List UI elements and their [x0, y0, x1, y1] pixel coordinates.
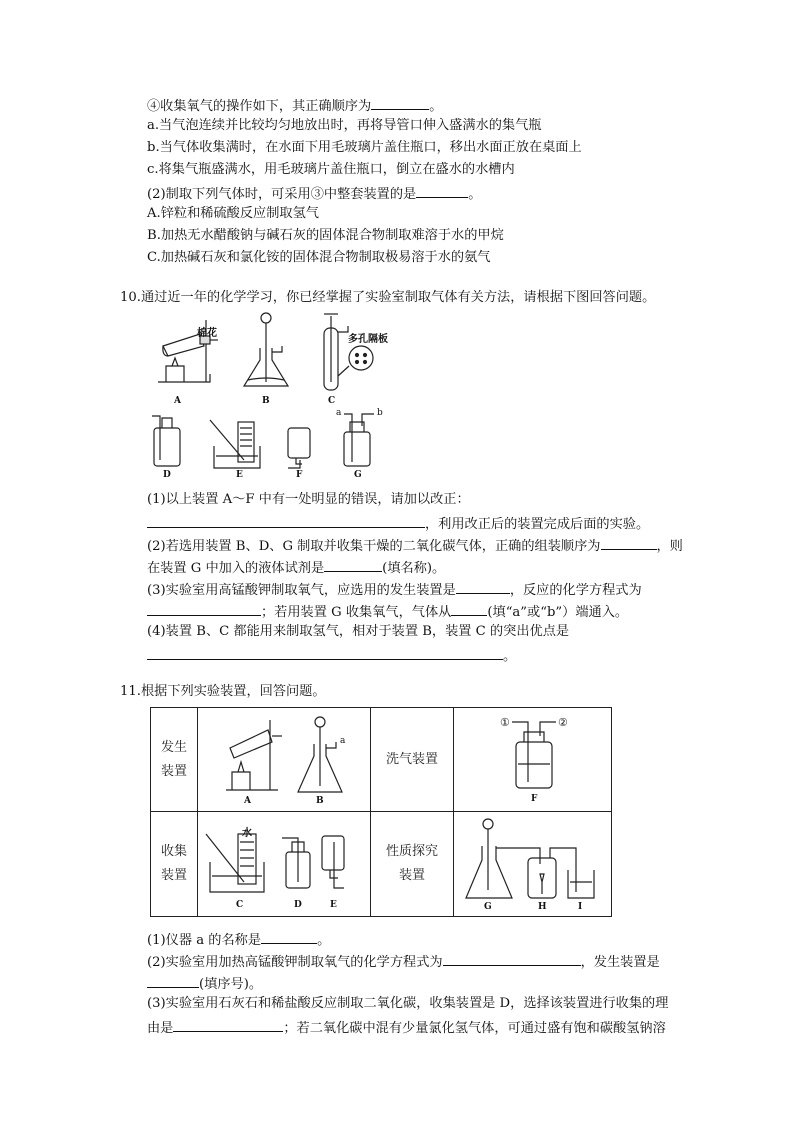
- answer-blank[interactable]: [147, 646, 503, 660]
- label-E: E: [236, 470, 243, 480]
- tube-E: [334, 842, 344, 888]
- candle-flame-H: [540, 874, 544, 882]
- port-a-label: a: [336, 408, 342, 418]
- answer-blank[interactable]: [147, 974, 199, 988]
- funnel-bulb-B: [315, 717, 325, 727]
- q9-option-B: B.加热无水醋酸钠与碱石灰的固体混合物制取难溶于水的甲烷: [147, 228, 504, 243]
- beaker-I: [568, 870, 594, 898]
- q10-p3-tail: ，反应的化学方程式为: [509, 583, 642, 598]
- cotton-label: 棉花: [197, 328, 217, 339]
- label-I: I: [578, 902, 583, 912]
- q10-p2: [147, 536, 683, 555]
- answer-blank[interactable]: [147, 602, 261, 616]
- q11-p2-text: (2)实验室用加热高锰酸钾制取氧气的化学方程式为: [147, 955, 443, 970]
- tube-F-1: [512, 722, 528, 782]
- q11-p3b-tail: ；若二氧化碳中混有少量氯化氢气体，可通过盛有饱和碳酸氢钠溶: [283, 1021, 666, 1036]
- tube-D: [282, 838, 298, 882]
- burner-A: [166, 366, 184, 382]
- label-C: C: [328, 396, 336, 406]
- q10-p4-end: 。: [503, 649, 517, 664]
- connector-H-I: [550, 848, 576, 892]
- gen-apparatus-svg: [198, 708, 368, 810]
- label-B: B: [316, 796, 324, 806]
- q11-p1-text: (1)仪器 a 的名称是: [147, 933, 262, 948]
- bottle-F: [288, 428, 310, 458]
- q11-p3b-text: 由是: [147, 1021, 174, 1036]
- instrument-a-label: a: [340, 736, 346, 746]
- explore-header-1: 性质探究: [385, 844, 438, 859]
- answer-blank[interactable]: [443, 952, 581, 966]
- wash-header-cell: [371, 708, 454, 812]
- bottle-E: [322, 836, 344, 870]
- wash-apparatus-cell: [454, 708, 612, 812]
- porous-plate-detail: [349, 346, 373, 370]
- q10-p4: (4)装置 B、C 都能用来制取氢气，相对于装置 B，装置 C 的突出优点是: [147, 624, 570, 639]
- connector-G-H: [496, 848, 540, 864]
- answer-blank[interactable]: [456, 580, 510, 594]
- q10-stem: 10.通过近一年的化学学习，你已经掌握了实验室制取气体有关方法，请根据下图回答问题。: [120, 290, 656, 305]
- burner-A: [232, 772, 250, 790]
- q11-p2b-tail: (填序号)。: [199, 977, 263, 992]
- water-label: 水: [242, 828, 252, 839]
- q11-p2b: [147, 974, 262, 993]
- q10-p3b-end: (填“a”或“b”）端通入。: [487, 605, 629, 620]
- q10-p2-tail: ，则: [656, 539, 683, 554]
- label-B: B: [262, 396, 270, 406]
- q10-p2b-tail: (填名称)。: [382, 561, 446, 576]
- q9-part2-line: [147, 184, 481, 203]
- port-2-label: ②: [558, 716, 568, 729]
- q9-option-a: a.当气泡连续并比较均匀地放出时，再将导管口伸入盛满水的集气瓶: [147, 118, 542, 133]
- port-b-label: b: [377, 408, 383, 418]
- funnel-bulb-G: [483, 819, 493, 829]
- answer-blank[interactable]: [173, 1018, 283, 1032]
- water-hatch-C: [240, 842, 254, 866]
- q11-p3b: [147, 1018, 666, 1037]
- q9-option-C: C.加热碱石灰和氯化铵的固体混合物制取极易溶于水的氨气: [147, 250, 491, 265]
- answer-blank[interactable]: [261, 930, 317, 944]
- outlet-C: [338, 326, 348, 332]
- q11-p3: (3)实验室用石灰石和稀盐酸反应制取二氧化碳，收集装置是 D，选择该装置进行收集的理: [147, 996, 669, 1011]
- porous-plate-label: 多孔隔板: [348, 334, 388, 345]
- q11-p1: [147, 930, 330, 949]
- q9-option-b: b.当气体收集满时，在水面下用毛玻璃片盖住瓶口，移出水面正放在桌面上: [147, 140, 582, 155]
- q10-p1-tail: ，利用改正后的装置完成后面的实验。: [425, 517, 650, 532]
- funnel-bulb-B: [261, 313, 271, 323]
- bottle-F-neck: [296, 458, 302, 464]
- label-D: D: [163, 470, 171, 480]
- bottle-F: [516, 742, 552, 788]
- q9-sub4-line: [147, 96, 442, 115]
- answer-blank[interactable]: [147, 514, 425, 528]
- answer-blank[interactable]: [371, 96, 429, 110]
- q10-p2b: [147, 558, 445, 577]
- label-A: A: [244, 796, 251, 806]
- collect-header-cell: [151, 812, 198, 917]
- q10-apparatus-figure: [148, 310, 408, 485]
- q10-p3-text: (3)实验室用高锰酸钾制取氧气，应选用的发生装置是: [147, 583, 456, 598]
- q9-sub4-text: ④收集氧气的操作如下，其正确顺序为: [147, 99, 372, 114]
- test-tube-A: [230, 730, 272, 758]
- tube-E: [210, 420, 244, 460]
- label-E: E: [330, 900, 337, 910]
- label-D: D: [294, 900, 302, 910]
- gen-apparatus-cell: [198, 708, 371, 812]
- q10-p2-text: (2)若选用装置 B、D、G 制取并收集干燥的二氧化碳气体，正确的组装顺序为: [147, 539, 601, 554]
- explore-header-cell: [371, 812, 454, 917]
- outlet-B: [326, 742, 336, 748]
- q11-p1-end: 。: [317, 933, 331, 948]
- q10-p1: (1)以上装置 A～F 中有一处明显的错误，请加以改正：: [147, 492, 470, 507]
- label-A: A: [174, 396, 181, 406]
- gen-header-cell: [151, 708, 198, 812]
- label-C: C: [236, 900, 244, 910]
- q10-p3b: [147, 602, 628, 621]
- gen-header-2: 装置: [160, 763, 187, 779]
- flame-A: [172, 358, 178, 366]
- label-H: H: [538, 902, 547, 912]
- bottle-G: [344, 432, 370, 466]
- answer-blank[interactable]: [601, 536, 657, 550]
- q10-p4-line2: [147, 646, 516, 665]
- q11-p2: [147, 952, 660, 971]
- q9-sub4-end: 。: [429, 99, 443, 114]
- q10-p3: [147, 580, 642, 599]
- flask-G: [466, 846, 512, 898]
- label-G: G: [354, 470, 362, 480]
- tube-D: [152, 416, 160, 460]
- porous-plate-pointer: [338, 366, 349, 376]
- collect-header-1: 收集: [160, 844, 187, 859]
- port-1-label: ①: [500, 716, 510, 729]
- explore-header-2: 装置: [398, 868, 425, 883]
- water-hatch-E: [240, 428, 252, 446]
- q10-p1-line2: [147, 514, 649, 533]
- explore-apparatus-svg: [454, 812, 614, 914]
- collect-header-2: 装置: [160, 868, 187, 883]
- label-F: F: [531, 794, 538, 804]
- q11-apparatus-table: [150, 707, 612, 917]
- flame-A: [238, 762, 244, 772]
- label-F: F: [296, 470, 303, 480]
- q11-stem: 11.根据下列实验装置，回答问题。: [120, 684, 326, 699]
- collect-apparatus-cell: [198, 812, 371, 917]
- collect-apparatus-svg: [198, 812, 368, 914]
- q10-p3b-tail: ；若用装置 G 收集氧气，气体从: [261, 605, 452, 620]
- trough-E: [214, 446, 260, 468]
- answer-blank[interactable]: [324, 558, 382, 572]
- outlet-B: [272, 346, 282, 352]
- bottle-D-neck: [162, 418, 172, 428]
- tube-F-2: [540, 722, 556, 736]
- q9-option-A: A.锌粒和稀硫酸反应制取氢气: [147, 206, 319, 221]
- q11-p2-tail: ，发生装置是: [580, 955, 660, 970]
- bottle-F-neck: [524, 732, 544, 742]
- tube-G-a: [344, 414, 352, 462]
- q9-option-c: c.将集气瓶盛满水，用毛玻璃片盖住瓶口，倒立在盛水的水槽内: [147, 162, 515, 177]
- bottle-D: [154, 428, 180, 466]
- answer-blank[interactable]: [451, 602, 487, 616]
- q9-part2-text: (2)制取下列气体时，可采用③中整套装置的是: [147, 187, 417, 202]
- explore-apparatus-cell: [454, 812, 612, 917]
- gen-header-1: 发生: [160, 739, 187, 755]
- q10-p2b-text: 在装置 G 中加入的液体试剂是: [147, 561, 325, 576]
- label-G: G: [484, 902, 492, 912]
- answer-blank[interactable]: [416, 184, 468, 198]
- q9-part2-end: 。: [468, 187, 482, 202]
- wash-header: 洗气装置: [385, 751, 438, 767]
